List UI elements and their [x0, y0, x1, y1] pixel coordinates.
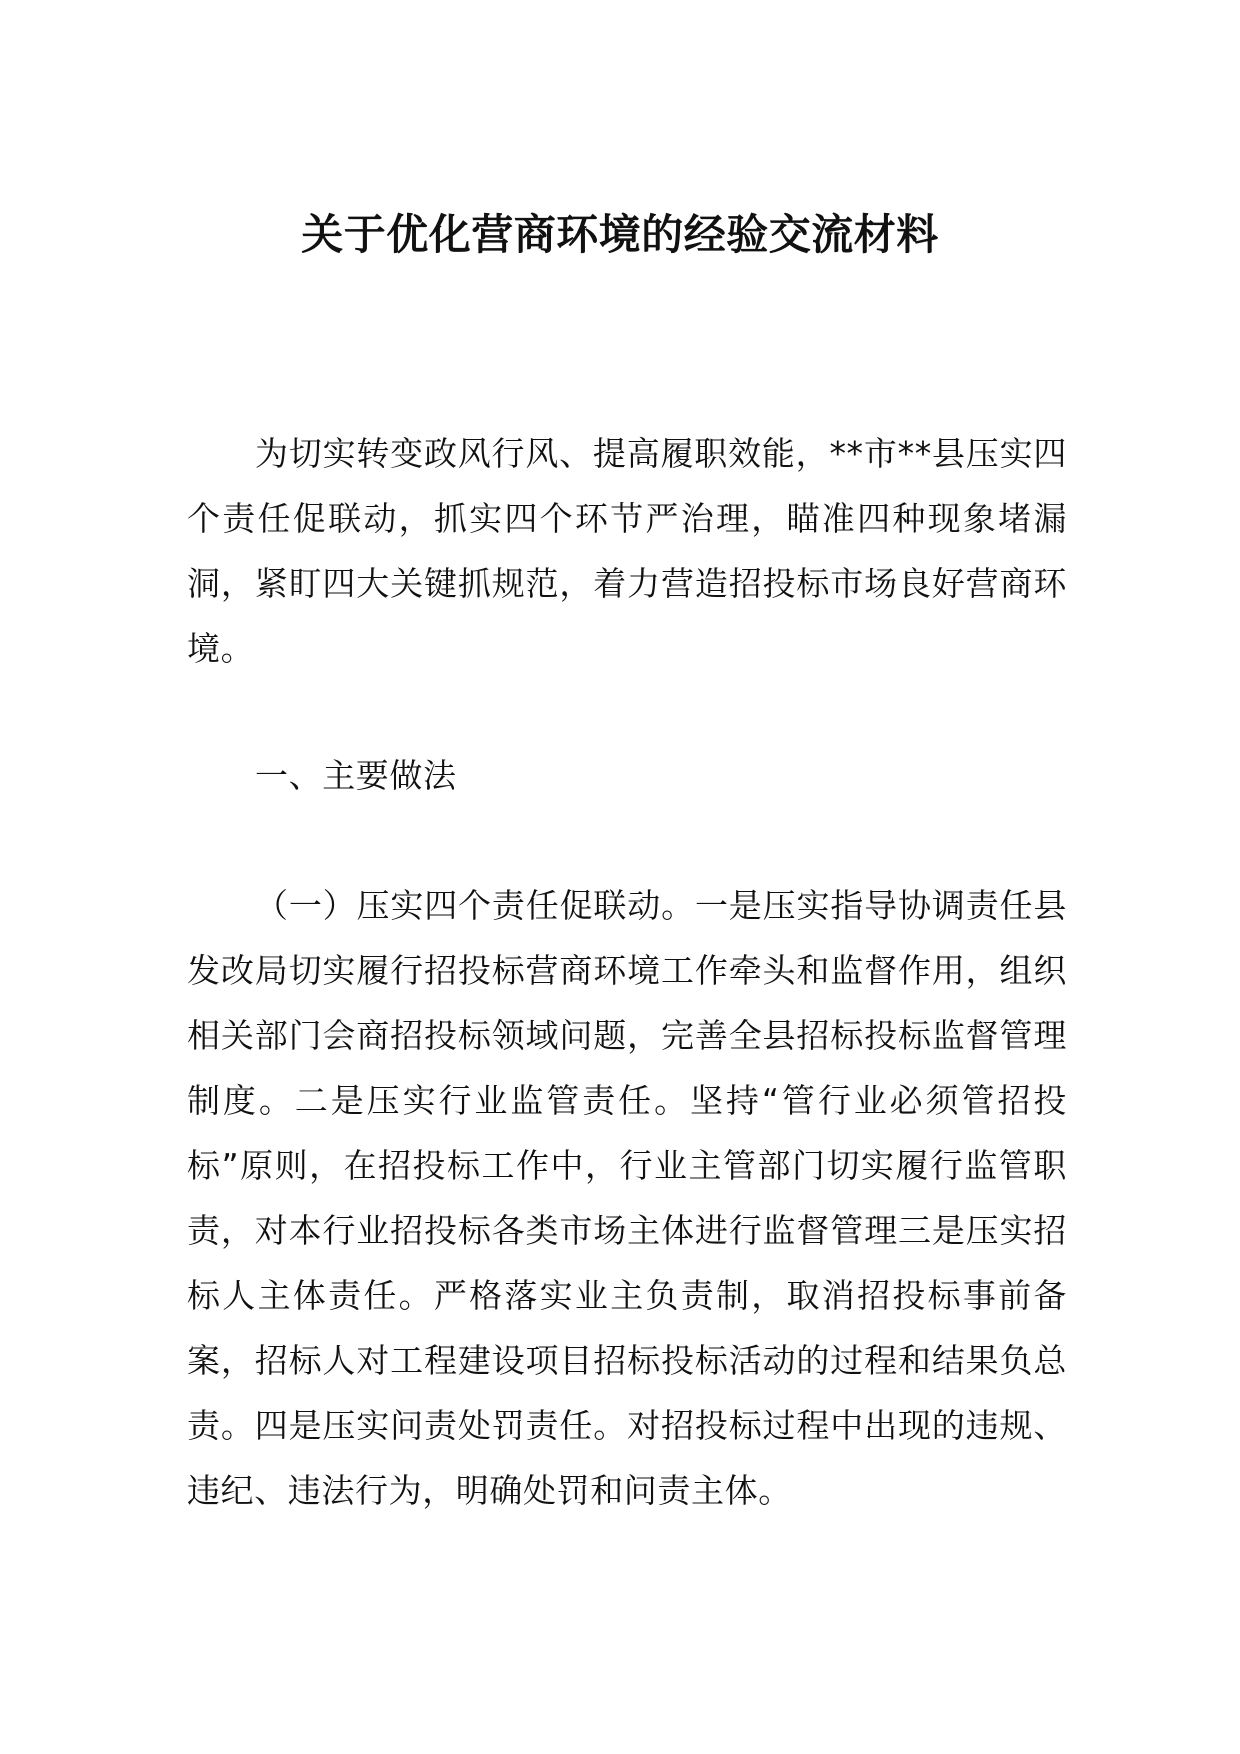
body-paragraph-responsibilities: （一）压实四个责任促联动。一是压实指导协调责任县发改局切实履行招投标营商环境工作牵头和监督作用，组织相关部门会商招投标领域问题，完善全县招标投标监督管理制度。二是压实行业监管责任。坚持“管行业必须管招投标”原则，在招投标工作中，行业主管部门切实履行监管职责，对本行业招投标各类市场主体进行监督管理三是压实招标人主体责任。严格落实业主负责制，取消招投标事前备案，招标人对工程建设项目招标投标活动的过程和结果负总责。四是压实问责处罚责任。对招投标过程中出现的违规、违纪、违法行为，明确处罚和问责主体。 — [187, 886, 1067, 1510]
intro-paragraph: 为切实转变政风行风、提高履职效能，**市**县压实四个责任促联动，抓实四个环节严治理，瞄准四种现象堵漏洞，紧盯四大关键抓规范，着力营造招投标市场良好营商环境。 — [187, 434, 1067, 668]
document-title: 关于优化营商环境的经验交流材料 — [301, 210, 939, 259]
section-heading-main-practices: 一、主要做法 — [255, 756, 457, 795]
